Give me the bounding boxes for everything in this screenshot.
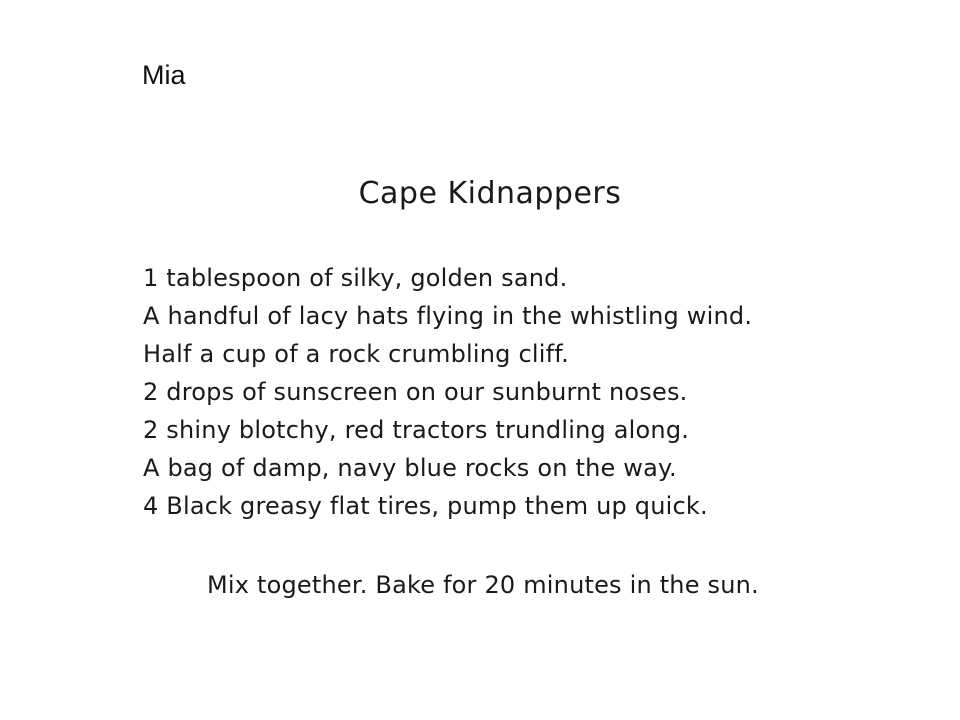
author-name: Mia xyxy=(142,60,186,90)
poem-line: Half a cup of a rock crumbling cliff. xyxy=(143,340,569,368)
poem-line: 4 Black greasy flat tires, pump them up quick. xyxy=(143,492,708,520)
poem-line: A handful of lacy hats flying in the whistling wind. xyxy=(143,302,753,330)
poem-line: A bag of damp, navy blue rocks on the way. xyxy=(143,454,677,482)
poem-line: 2 drops of sunscreen on our sunburnt noses. xyxy=(143,378,688,406)
poem-lines xyxy=(143,259,752,525)
poem-title: Cape Kidnappers xyxy=(358,176,622,211)
poem-line: 2 shiny blotchy, red tractors trundling along. xyxy=(143,416,690,444)
poem-closing-line: Mix together. Bake for 20 minutes in the sun. xyxy=(207,571,759,599)
poem-line: 1 tablespoon of silky, golden sand. xyxy=(143,264,568,292)
